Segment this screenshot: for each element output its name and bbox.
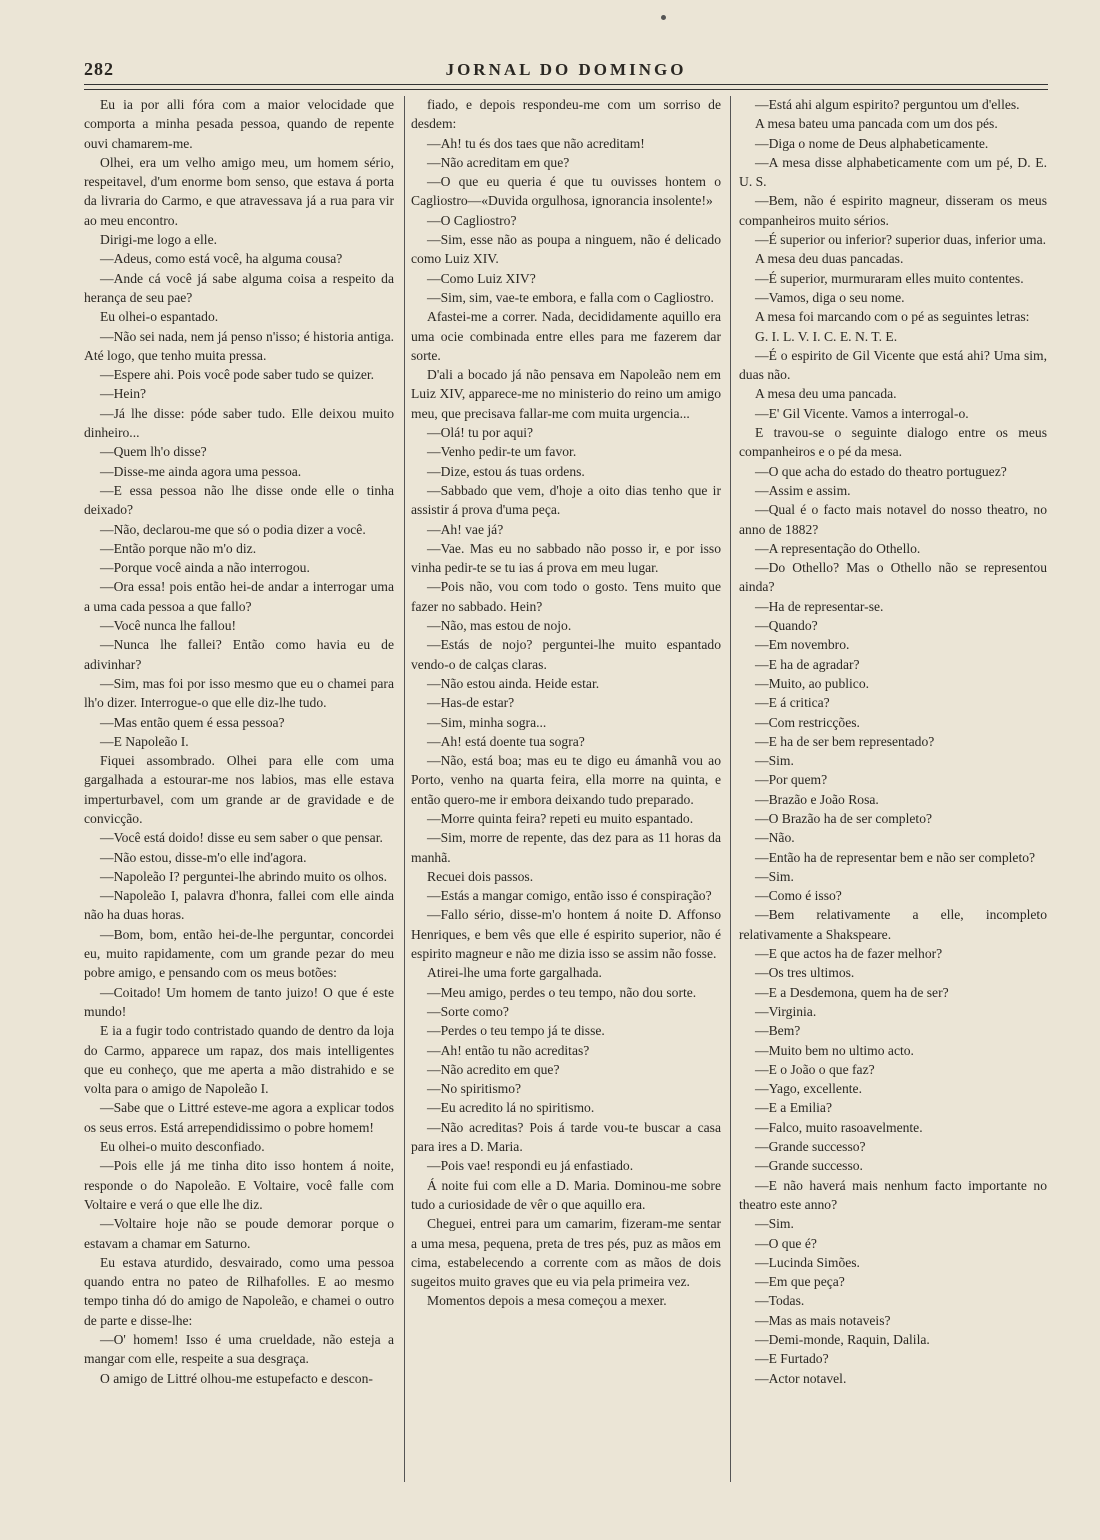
paragraph: —É superior, murmuraram elles muito contentes. (755, 270, 1024, 286)
paragraph: —Sim, minha sogra... (427, 714, 547, 730)
paragraph: —Yago, excellente. (755, 1081, 862, 1097)
paragraph: —Falco, muito rasoavelmente. (755, 1119, 923, 1135)
paragraph: —No spiritismo? (427, 1081, 522, 1097)
paragraph: —Sim, sim, vae-te embora, e falla com o Cagliostro. (427, 289, 714, 305)
paragraph: —Não acreditas? Pois á tarde vou-te buscar a casa para ires a D. Maria. (411, 1119, 721, 1155)
paragraph: —E a Desdemona, quem ha de ser? (755, 984, 949, 1000)
paragraph: —Ora essa! pois então hei-de andar a interrogar uma a uma cada pessoa a que fallo? (84, 579, 394, 614)
paragraph: —Sabbado que vem, d'hoje a oito dias tenho que ir assistir á prova d'uma peça. (411, 482, 721, 518)
text-column-3 (739, 95, 1047, 1490)
paragraph: —Sabe que o Littré esteve-me agora a explicar todos os seus erros. Está arrependidissimo o pobre homem! (84, 1100, 394, 1135)
paragraph: E ia a fugir todo contristado quando de dentro da loja do Carmo, apparece um rapaz, dos mais intelligentes que eu conheço, que me aperta a mão distrahido e se volta para o amigo de Napoleão I. (84, 1023, 394, 1097)
paragraph: —Como é isso? (755, 888, 842, 904)
paragraph: —Não, declarou-me que só o podia dizer a você. (100, 521, 366, 537)
paragraph: —E Furtado? (755, 1351, 829, 1367)
ink-speck (661, 15, 666, 20)
paragraph: Eu olhei-o muito desconfiado. (100, 1139, 265, 1155)
page-header (84, 58, 1048, 82)
paragraph: —Bem relativamente a elle, incompleto relativamente a Shakspeare. (739, 907, 1047, 942)
paragraph: —Has-de estar? (427, 695, 515, 711)
paragraph: —Eu acredito lá no spiritismo. (427, 1100, 595, 1116)
paragraph: —Grande successo. (755, 1158, 863, 1174)
paragraph: —Brazão e João Rosa. (755, 791, 879, 807)
paragraph: —Pois elle já me tinha dito isso hontem á noite, responde o do Napoleão. E Voltaire, você falle com Voltaire e verá o que elle lhe diz. (84, 1158, 394, 1212)
paragraph: —Voltaire hoje não se poude demorar porque o estavam a chamar em Saturno. (84, 1216, 394, 1251)
paragraph: G. I. L. V. I. C. E. N. T. E. (755, 328, 898, 344)
paragraph: Recuei dois passos. (427, 868, 534, 884)
paragraph: —O que eu queria é que tu ouvisses hontem o Cagliostro—«Duvida orgulhosa, ignorancia insolente!» (411, 174, 721, 209)
paragraph: —E á critica? (755, 695, 830, 711)
page-number: 282 (84, 59, 114, 79)
paragraph: —E ha de agradar? (755, 656, 860, 672)
paragraph: Momentos depois a mesa começou a mexer. (427, 1293, 667, 1309)
paragraph: Atirei-lhe uma forte gargalhada. (427, 965, 602, 981)
column-divider-2 (730, 96, 731, 1482)
paragraph: —Bem? (755, 1023, 801, 1039)
paragraph: —Napoleão I, palavra d'honra, fallei com elle ainda não ha duas horas. (84, 888, 394, 923)
paragraph: —Por quem? (755, 772, 828, 788)
paragraph: Eu olhei-o espantado. (100, 309, 219, 325)
paragraph: —Olá! tu por aqui? (427, 425, 534, 441)
paragraph: —O Brazão ha de ser completo? (755, 810, 933, 826)
column-divider-1 (404, 96, 405, 1482)
paragraph: —E a Emilia? (755, 1100, 833, 1116)
paragraph: —Meu amigo, perdes o teu tempo, não dou sorte. (427, 984, 697, 1000)
paragraph: —A representação do Othello. (755, 540, 921, 556)
paragraph: —Do Othello? Mas o Othello não se representou ainda? (739, 560, 1047, 595)
paragraph: —Não acreditam em que? (427, 154, 570, 170)
paragraph: —Bem, não é espirito magneur, disseram os meus companheiros muito sérios. (739, 193, 1047, 228)
paragraph: —Ah! está doente tua sogra? (427, 733, 585, 749)
paragraph: —Ande cá você já sabe alguma coisa a respeito da herança de seu pae? (84, 270, 394, 305)
paragraph: —Está ahi algum espirito? perguntou um d'elles. (755, 97, 1020, 112)
paragraph: A mesa foi marcando com o pé as seguintes letras: (755, 309, 1030, 325)
paragraph: —E essa pessoa não lhe disse onde elle o tinha deixado? (84, 482, 394, 518)
text-column-2 (411, 95, 721, 1490)
paragraph: —E não haverá mais nenhum facto importante no theatro este anno? (739, 1177, 1047, 1212)
paragraph: A mesa bateu uma pancada com um dos pés. (755, 116, 998, 132)
paragraph: —Estás de nojo? perguntei-lhe muito espantado vendo-o de calças claras. (411, 637, 721, 672)
paragraph: —Pois vae! respondi eu já enfastiado. (427, 1158, 634, 1174)
paragraph: —Então ha de representar bem e não ser completo? (755, 849, 1036, 865)
paragraph: —Mas então quem é essa pessoa? (100, 714, 285, 730)
paragraph: —O Cagliostro? (427, 212, 517, 228)
paragraph: —Com restricções. (755, 714, 860, 730)
paragraph: —Morre quinta feira? repeti eu muito espantado. (427, 810, 694, 826)
paragraph: Cheguei, entrei para um camarim, fizeram-me sentar a uma mesa, pequena, preta de tres pés, puz as mãos em cima, estabelecendo a corrente com as mãos de dois sugeitos muito graves que eu via pela primeira vez. (411, 1216, 721, 1290)
paragraph: E travou-se o seguinte dialogo entre os meus companheiros e o pé da mesa. (739, 425, 1047, 460)
paragraph: Á noite fui com elle a D. Maria. Dominou-me sobre tudo a curiosidade de vêr o que aquillo era. (411, 1177, 721, 1212)
paragraph: Fiquei assombrado. Olhei para elle com uma gargalhada a estourar-me nos labios, mas elle estava imperturbavel, com um grande ar de gravidade e de convicção. (84, 753, 394, 826)
paragraph: —Vae. Mas eu no sabbado não posso ir, e por isso vinha pedir-te se tu ias á prova em meu lugar. (411, 540, 721, 576)
paragraph: —Diga o nome de Deus alphabeticamente. (755, 135, 989, 151)
paragraph: —Em novembro. (755, 637, 850, 653)
paragraph: —Venho pedir-te um favor. (427, 444, 577, 460)
paragraph: A mesa deu uma pancada. (755, 386, 897, 402)
paragraph: —Ah! então tu não acreditas? (427, 1042, 590, 1058)
paragraph: —Ah! vae já? (427, 521, 504, 537)
paragraph: —É o espirito de Gil Vicente que está ahi? Uma sim, duas não. (739, 347, 1047, 383)
paragraph: Afastei-me a correr. Nada, decididamente aquillo era uma ocie combinada entre elles para me fazerem dar sorte. (411, 309, 721, 363)
paragraph: —Pois não, vou com todo o gosto. Tens muito que fazer no sabbado. Hein? (411, 579, 721, 614)
paragraph: —E Napoleão I. (100, 733, 189, 749)
paragraph: —Muito bem no ultimo acto. (755, 1042, 914, 1058)
paragraph: —O que é? (755, 1235, 817, 1251)
paragraph: O amigo de Littré olhou-me estupefacto e descon- (100, 1370, 373, 1386)
paragraph: —E' Gil Vicente. Vamos a interrogal-o. (755, 405, 969, 421)
paragraph: A mesa deu duas pancadas. (755, 251, 904, 267)
paragraph: —Virginia. (755, 1003, 817, 1019)
paragraph: —Sim, morre de repente, das dez para as 11 horas da manhã. (411, 830, 721, 865)
paragraph: —É superior ou inferior? superior duas, inferior uma. (755, 232, 1047, 248)
paragraph: Olhei, era um velho amigo meu, um homem sério, respeitavel, d'um enorme bom senso, que estava á porta da livraria do Carmo, e que atravessava já a rua para vir ao meu encontro. (84, 154, 394, 228)
paragraph: —E ha de ser bem representado? (755, 733, 935, 749)
paragraph: —Adeus, como está você, ha alguma cousa? (100, 251, 343, 267)
paragraph: —Mas as mais notaveis? (755, 1312, 891, 1328)
paragraph: —Vamos, diga o seu nome. (755, 289, 905, 305)
paragraph: —Lucinda Simões. (755, 1254, 860, 1270)
paragraph: —Sim. (755, 753, 794, 769)
paragraph: —Não sei nada, nem já penso n'isso; é historia antiga. Até logo, que tenho muita pressa. (84, 328, 394, 363)
paragraph: —Em que peça? (755, 1274, 845, 1290)
paragraph: —Então porque não m'o diz. (100, 540, 257, 556)
paragraph: —Não estou, disse-m'o elle ind'agora. (100, 849, 307, 865)
paragraph: —Já lhe disse: póde saber tudo. Elle deixou muito dinheiro... (84, 405, 394, 441)
paragraph: —Actor notavel. (755, 1370, 847, 1386)
paragraph: —Nunca lhe fallei? Então como havia eu de adivinhar? (84, 637, 394, 672)
paragraph: —Os tres ultimos. (755, 965, 855, 981)
paragraph: —Ah! tu és dos taes que não acreditam! (427, 135, 645, 151)
journal-title: JORNAL DO DOMINGO (445, 60, 687, 79)
paragraph: —Quando? (755, 618, 818, 634)
paragraph: —Todas. (755, 1293, 805, 1309)
paragraph: —O' homem! Isso é uma crueldade, não esteja a mangar com elle, respeite a sua desgraça. (84, 1332, 394, 1367)
paragraph: —Napoleão I? perguntei-lhe abrindo muito os olhos. (100, 868, 388, 884)
paragraph: —Disse-me ainda agora uma pessoa. (100, 463, 302, 479)
paragraph: Eu estava aturdido, desvairado, como uma pessoa quando entra no pateo de Rilhafolles. E ao mesmo tempo tinha dó do amigo de Napoleão, e chamei o outro de parte e disse-lhe: (84, 1254, 394, 1328)
paragraph: —Você está doido! disse eu sem saber o que pensar. (100, 830, 383, 846)
paragraph: fiado, e depois respondeu-me com um sorriso de desdem: (411, 97, 721, 132)
paragraph: —Porque você ainda a não interrogou. (100, 560, 310, 576)
paragraph: —O que acha do estado do theatro portuguez? (755, 463, 1007, 479)
paragraph: —Espere ahi. Pois você pode saber tudo se quizer. (100, 367, 375, 383)
paragraph: —A mesa disse alphabeticamente com um pé, D. E. U. S. (739, 154, 1047, 190)
paragraph: —Sim. (755, 1216, 794, 1232)
paragraph: —Ha de representar-se. (755, 598, 884, 614)
paragraph: —Hein? (100, 386, 147, 402)
paragraph: —E que actos ha de fazer melhor? (755, 946, 943, 962)
header-rule-top (84, 84, 1048, 85)
paragraph: —Perdes o teu tempo já te disse. (427, 1023, 605, 1039)
paragraph: —Bom, bom, então hei-de-lhe perguntar, concordei eu, muito rapidamente, com um grande pezar do meu pobre amigo, e pensando com os meus botões: (84, 926, 394, 981)
header-rule-bottom (84, 89, 1048, 90)
paragraph: —Quem lh'o disse? (100, 444, 207, 460)
paragraph: —Não, está boa; mas eu te digo eu ámanhã vou ao Porto, venho na quarta feira, ella morre na quinta, e então quero-me ir embora deixando tudo preparado. (411, 753, 721, 807)
paragraph: —Grande successo? (755, 1139, 866, 1155)
paragraph: —Como Luiz XIV? (427, 270, 536, 286)
paragraph: Eu ia por alli fóra com a maior velocidade que comporta a minha pesada pessoa, quando de repente ouvi chamarem-me. (84, 97, 394, 151)
paragraph: —Sim, esse não as poupa a ninguem, não é delicado como Luiz XIV. (411, 232, 721, 267)
paragraph: —Assim e assim. (755, 482, 851, 498)
paragraph: —Não, mas estou de nojo. (427, 618, 572, 634)
paragraph: —Qual é o facto mais notavel do nosso theatro, no anno de 1882? (739, 502, 1047, 537)
paragraph: —Fallo sério, disse-m'o hontem á noite D. Affonso Henriques, e bem vês que elle é espirito superior, não é espirito magneur e não me dizia isso se assim não fosse. (411, 907, 721, 962)
paragraph: —Estás a mangar comigo, então isso é conspiração? (427, 888, 712, 904)
paragraph: —E o João o que faz? (755, 1061, 875, 1077)
paragraph: —Sim. (755, 868, 794, 884)
paragraph: —Não estou ainda. Heide estar. (427, 675, 600, 691)
paragraph: D'ali a bocado já não pensava em Napoleão nem em Luiz XIV, apparece-me no ministerio do reino um amigo meu, que precisava fallar-me com muita urgencia... (411, 367, 721, 421)
paragraph: —Não. (755, 830, 795, 846)
paragraph: —Demi-monde, Raquin, Dalila. (755, 1332, 930, 1347)
paragraph: —Coitado! Um homem de tanto juizo! O que é este mundo! (84, 984, 394, 1019)
paragraph: —Não acredito em que? (427, 1061, 560, 1077)
paragraph: —Sim, mas foi por isso mesmo que eu o chamei para lh'o dizer. Interrogue-o que elle diz-lhe tudo. (84, 675, 394, 711)
paragraph: Dirigi-me logo a elle. (100, 232, 218, 248)
paragraph: —Sorte como? (427, 1003, 509, 1019)
paragraph: —Muito, ao publico. (755, 675, 870, 691)
text-column-1 (84, 95, 394, 1490)
paragraph: —Dize, estou ás tuas ordens. (427, 463, 585, 479)
paragraph: —Você nunca lhe fallou! (100, 618, 237, 634)
